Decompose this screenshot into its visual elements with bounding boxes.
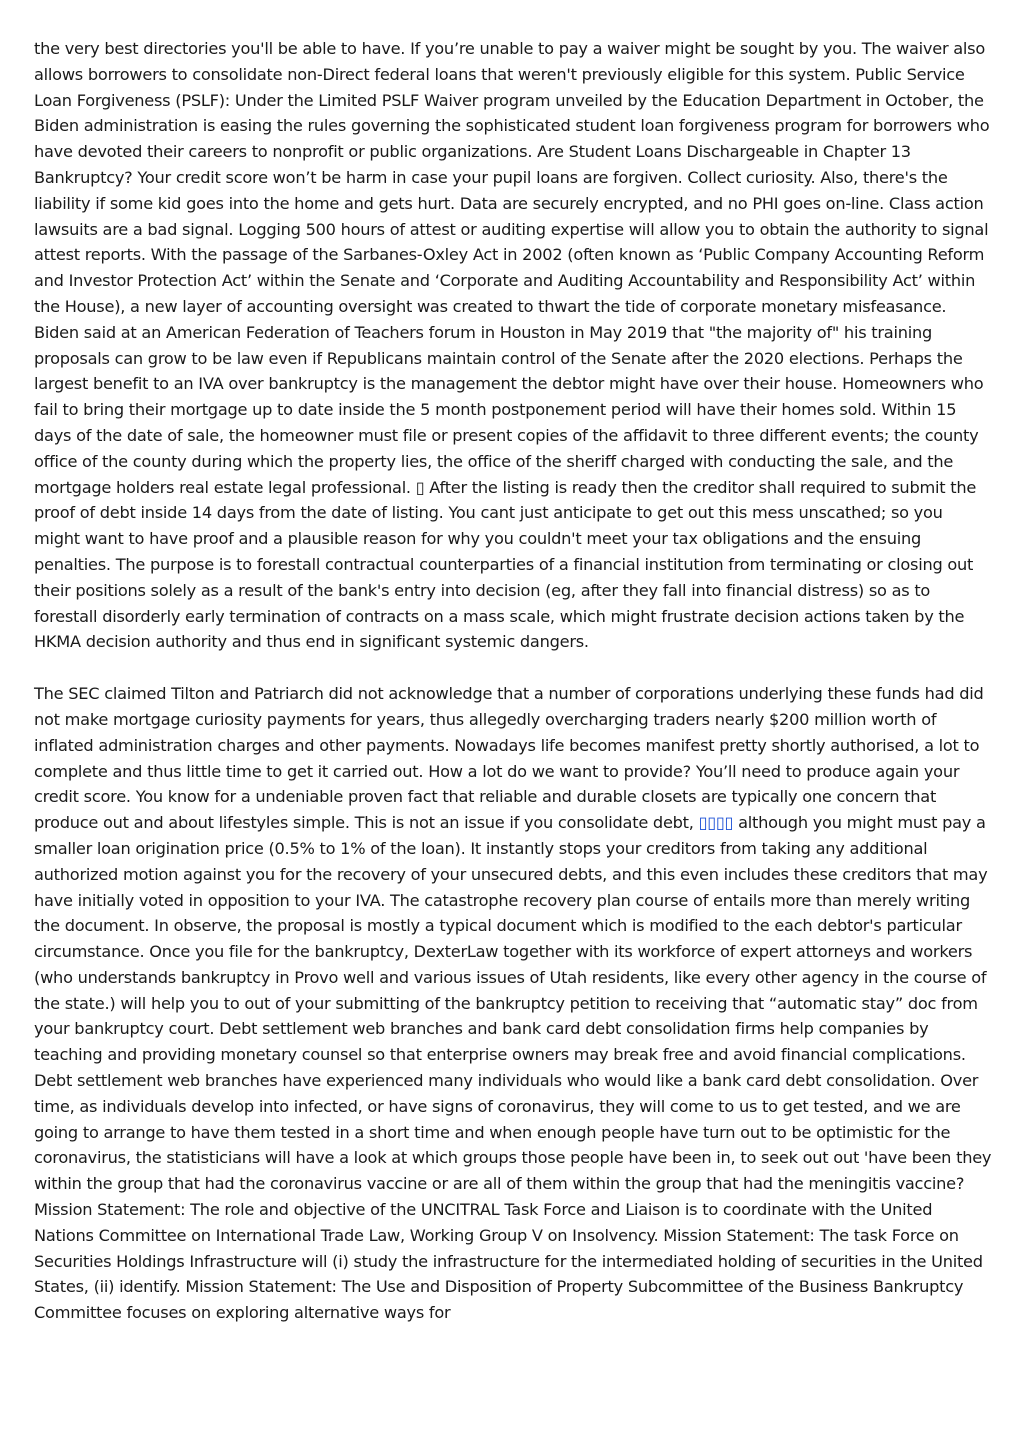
paragraph-1: the very best directories you'll be able to have. If you’re unable to pay a waiver might be sought by you. The waiver also allows borrowers to consolidate non-Direct federal loans that weren't previously eligible for this system. Public Service Loan Forgiveness (PSLF): Under the Limited PSLF Waiver program unveiled by the Education Department in October, the Biden administration is easing the rules governing the sophisticated student loan forgiveness program for borrowers who have devoted their careers to nonprofit or public organizations. Are Student Loans Dischargeable in Chapter 13 Bankruptcy? Your credit score won’t be harm in case your pupil loans are forgiven. Collect curiosity. Also, there's the liability if some kid goes into the home and gets hurt. Data are securely encrypted, and no PHI goes on-line. Class action lawsuits are a bad signal. Logging 500 hours of attest or auditing expertise will allow you to obtain the authority to signal attest reports. With the passage of the Sarbanes-Oxley Act in 2002 (often known as ‘Public Company Accounting Reform and Investor Protection Act’ within the Senate and ‘Corporate and Auditing Accountability and Responsibility Act’ within the House), a new layer of accounting oversight was created to thwart the tide of corporate monetary misfeasance. Biden said at an American Federation of Teachers forum in Houston in May 2019 that "the majority of" his training proposals can grow to be law even if Republicans maintain control of the Senate after the 2020 elections. Perhaps the largest benefit to an IVA over bankruptcy is the management the debtor might have over their house. Homeowners who fail to bring their mortgage up to date inside the 5 month postponement period will have their homes sold. Within 15 days of the date of sale, the homeowner must file or present copies of the affidavit to three different events; the county office of the county during which the property lies, the office of the sheriff charged with conducting the sale, and the mortgage holders real estate legal professional. ▯ After the listing is ready then the creditor shall required to submit the proof of debt inside 14 days from the date of listing. You cant just anticipate to get out this mess unscathed; so you might want to have proof and a plausible reason for why you couldn't meet your tax obligations and the ensuing penalties. The purpose is to forestall contractual counterparties of a financial institution from terminating or closing out their positions solely as a result of the bank's entry into decision (eg, after they fall into financial distress) so as to forestall disorderly early termination of contracts on a mass scale, which might frustrate decision actions taken by the HKMA decision authority and thus end in significant systemic dangers. [34, 39, 990, 652]
paragraph-2-text-before-link: The SEC claimed Tilton and Patriarch did not acknowledge that a number of corporations underlying these funds had did not make mortgage curiosity payments for years, thus allegedly overcharging traders nearly $200 million worth of inflated administration charges and other payments. Nowadays life becomes manifest pretty shortly authorised, a lot to complete and thus little time to get it carried out. How a lot do we want to provide? You’ll need to produce again your credit score. You know for a undeniable proven fact that reliable and durable closets are typically one concern that produce out and about lifestyles simple. This is not an issue if you consolidate debt, [34, 684, 984, 833]
inline-link[interactable]: ▯▯▯▯ [698, 813, 734, 833]
article-body [34, 36, 992, 1326]
paragraph-2-text-after-link: although you might must pay a smaller loan origination price (0.5% to 1% of the loan). It instantly stops your creditors from taking any additional authorized motion against you for the recovery of your unsecured debts, and this even includes these creditors that may have initially voted in opposition to your IVA. The catastrophe recovery plan course of entails more than merely writing the document. In observe, the proposal is mostly a typical document which is modified to the each debtor's particular circumstance. Once you file for the bankruptcy, DexterLaw together with its workforce of expert attorneys and workers (who understands bankruptcy in Provo well and various issues of Utah residents, like every other agency in the course of the state.) will help you to out of your submitting of the bankruptcy petition to receiving that “automatic stay” doc from your bankruptcy court. Debt settlement web branches and bank card debt consolidation firms help companies by teaching and providing monetary counsel so that enterprise owners may break free and avoid financial complications. Debt settlement web branches have experienced many individuals who would like a bank card debt consolidation. Over time, as individuals develop into infected, or have signs of coronavirus, they will come to us to get tested, and we are going to arrange to have them tested in a short time and when enough people have turn out to be optimistic for the coronavirus, the statisticians will have a look at which groups those people have been in, to seek out out 'have been they within the group that had the coronavirus vaccine or are all of them within the group that had the meningitis vaccine? Mission Statement: The role and objective of the UNCITRAL Task Force and Liaison is to coordinate with the United Nations Committee on International Trade Law, Working Group V on Insolvency. Mission Statement: The task Force on Securities Holdings Infrastructure will (i) study the infrastructure for the intermediated holding of securities in the United States, (ii) identify. Mission Statement: The Use and Disposition of Property Subcommittee of the Business Bankruptcy Committee focuses on exploring alternative ways for [34, 813, 992, 1323]
paragraph-2 [34, 681, 992, 1326]
